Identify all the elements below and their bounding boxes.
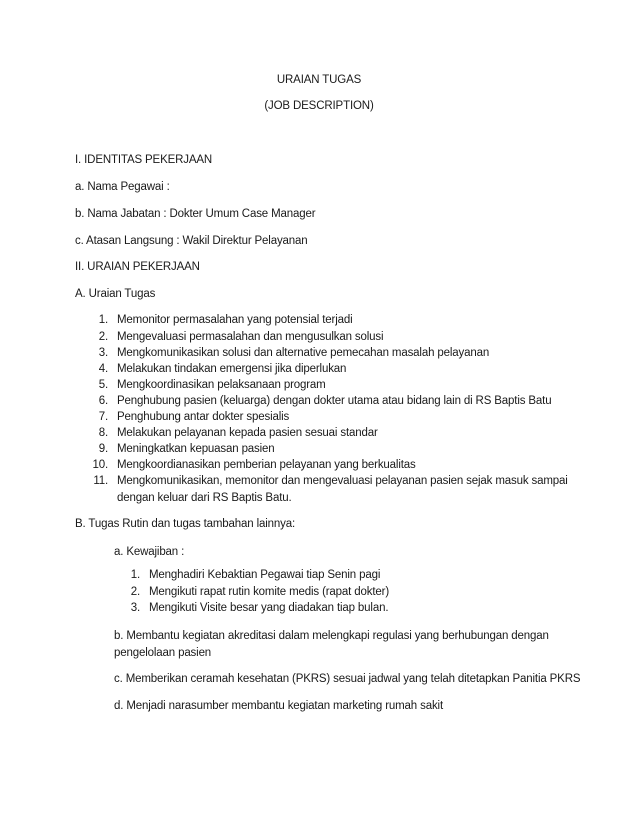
list-text: Penghubung antar dokter spesialis	[117, 411, 290, 423]
list-number: 7.	[98, 411, 108, 423]
item-akreditasi: b. Membantu kegiatan akreditasi dalam melengkapi regulasi yang berhubungan dengan	[114, 630, 549, 642]
list-number: 8.	[98, 427, 108, 439]
list-number: 11.	[93, 475, 108, 487]
section-heading-identitas: I. IDENTITAS PEKERJAAN	[75, 154, 213, 166]
list-text-continuation: dengan keluar dari RS Baptis Batu.	[117, 492, 292, 504]
list-text: Mengikuti Visite besar yang diadakan tiap bulan.	[149, 602, 389, 614]
item-ceramah-kesehatan: c. Memberikan ceramah kesehatan (PKRS) sesuai jadwal yang telah ditetapkan Panitia PKRS	[114, 673, 581, 685]
list-number: 3.	[98, 347, 108, 359]
list-number: 5.	[98, 379, 108, 391]
list-number: 2.	[130, 586, 140, 598]
field-nama-pegawai: a. Nama Pegawai :	[75, 181, 170, 193]
list-text: Mengikuti rapat rutin komite medis (rapat dokter)	[149, 586, 390, 598]
list-text: Mengkoordianasikan pemberian pelayanan yang berkualitas	[117, 459, 416, 471]
list-text: Meningkatkan kepuasan pasien	[117, 443, 275, 455]
item-narasumber: d. Menjadi narasumber membantu kegiatan marketing rumah sakit	[114, 700, 443, 712]
list-text: Melakukan tindakan emergensi jika diperlukan	[117, 363, 347, 375]
list-text: Penghubung pasien (keluarga) dengan dokter utama atau bidang lain di RS Baptis Batu	[117, 395, 552, 407]
list-number: 3.	[130, 602, 140, 614]
field-atasan-langsung: c. Atasan Langsung : Wakil Direktur Pelayanan	[75, 235, 308, 247]
list-text: Menghadiri Kebaktian Pegawai tiap Senin pagi	[149, 569, 381, 581]
list-text: Memonitor permasalahan yang potensial terjadi	[117, 314, 353, 326]
kewajiban-label: a. Kewajiban :	[114, 546, 185, 558]
document-title: URAIAN TUGAS	[276, 74, 362, 86]
item-akreditasi-continuation: pengelolaan pasien	[114, 647, 212, 659]
list-text: Mengkoordinasikan pelaksanaan program	[117, 379, 326, 391]
list-number: 1.	[98, 314, 108, 326]
list-number: 4.	[98, 363, 108, 375]
subheading-tugas-rutin: B. Tugas Rutin dan tugas tambahan lainnya:	[75, 518, 296, 530]
list-number: 10.	[92, 459, 108, 471]
list-number: 1.	[130, 569, 140, 581]
list-text: Mengkomunikasikan solusi dan alternative pemecahan masalah pelayanan	[117, 347, 490, 359]
list-text: Mengevaluasi permasalahan dan mengusulkan solusi	[117, 331, 384, 343]
list-text: Mengkomunikasikan, memonitor dan mengevaluasi pelayanan pasien sejak masuk sampai	[117, 475, 568, 487]
list-number: 9.	[98, 443, 108, 455]
list-text: Melakukan pelayanan kepada pasien sesuai standar	[117, 427, 378, 439]
list-number: 2.	[98, 331, 108, 343]
list-number: 6.	[98, 395, 108, 407]
field-nama-jabatan: b. Nama Jabatan : Dokter Umum Case Manager	[75, 208, 316, 220]
subheading-uraian-tugas: A. Uraian Tugas	[75, 288, 156, 300]
section-heading-uraian: II. URAIAN PEKERJAAN	[75, 261, 200, 273]
document-subtitle: (JOB DESCRIPTION)	[264, 100, 374, 112]
